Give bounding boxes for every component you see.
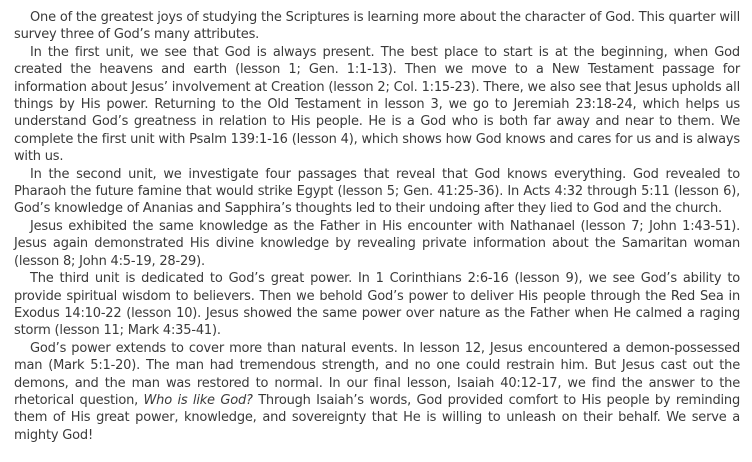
rhetorical-question: Who is like God? [143, 392, 253, 408]
paragraph-unit-2: In the second unit, we investigate four passages that reveal that God knows everything. God revealed to Pharaoh the future famine that would strike Egypt (lesson 5; Gen. 41:25-36). In Acts 4:32 through 5:11 (lesson 6), God’s knowledge of Ananias and Sapphira’s thoughts led to their undoing after they lied to God and the church. [14, 166, 740, 217]
paragraph-conclusion [14, 340, 740, 444]
paragraph-unit-3: The third unit is dedicated to God’s great power. In 1 Corinthians 2:6-16 (lesson 9), we see God’s ability to provide spiritual wisdom to believers. Then we behold God’s power to deliver His people through the Red Sea in Exodus 14:10-22 (lesson 10). Jesus showed the same power over nature as the Father when He calmed a raging storm (lesson 11; Mark 4:35-41). [14, 271, 740, 339]
paragraph-unit-1: In the first unit, we see that God is always present. The best place to start is at the beginning, when God created the heavens and earth (lesson 1; Gen. 1:1-13). Then we move to a New Testament passage for information about Jesus’ involvement at Creation (lesson 2; Col. 1:15-23). There, we also see that Jesus upholds all things by His power. Returning to the Old Testament in lesson 3, we go to Jeremiah 23:18-24, which helps us understand God’s greatness in relation to His people. He is a God who is both far away and near to them. We complete the first unit with Psalm 139:1-16 (lesson 4), which shows how God knows and cares for us and is always with us. [14, 44, 740, 165]
paragraph-unit-2-continued: Jesus exhibited the same knowledge as the Father in His encounter with Nathanael (lesson 7; John 1:43-51). Jesus again demonstrated His divine knowledge by revealing private information about the Samaritan woman (lesson 8; John 4:5-19, 28-29). [14, 218, 740, 269]
conclusion-text-before: God’s power extends to cover more than natural events. In lesson 12, Jesus encountered a demon-possessed man (Mark 5:1-20). The man had tremendous strength, and no one could restrain him. But Jesus cast out the demons, and the man was restored to normal. In our final lesson, Isaiah 40:12-17, we find the answer to the rhetorical question, [14, 340, 740, 408]
document-body [14, 9, 740, 444]
paragraph-intro: One of the greatest joys of studying the Scriptures is learning more about the character of God. This quarter will survey three of God’s many attributes. [14, 10, 740, 43]
conclusion-text-after: Through Isaiah’s words, God provided comfort to His people by reminding them of His great power, knowledge, and sovereignty that He is willing to unleash on their behalf. We serve a mighty God! [14, 392, 741, 443]
